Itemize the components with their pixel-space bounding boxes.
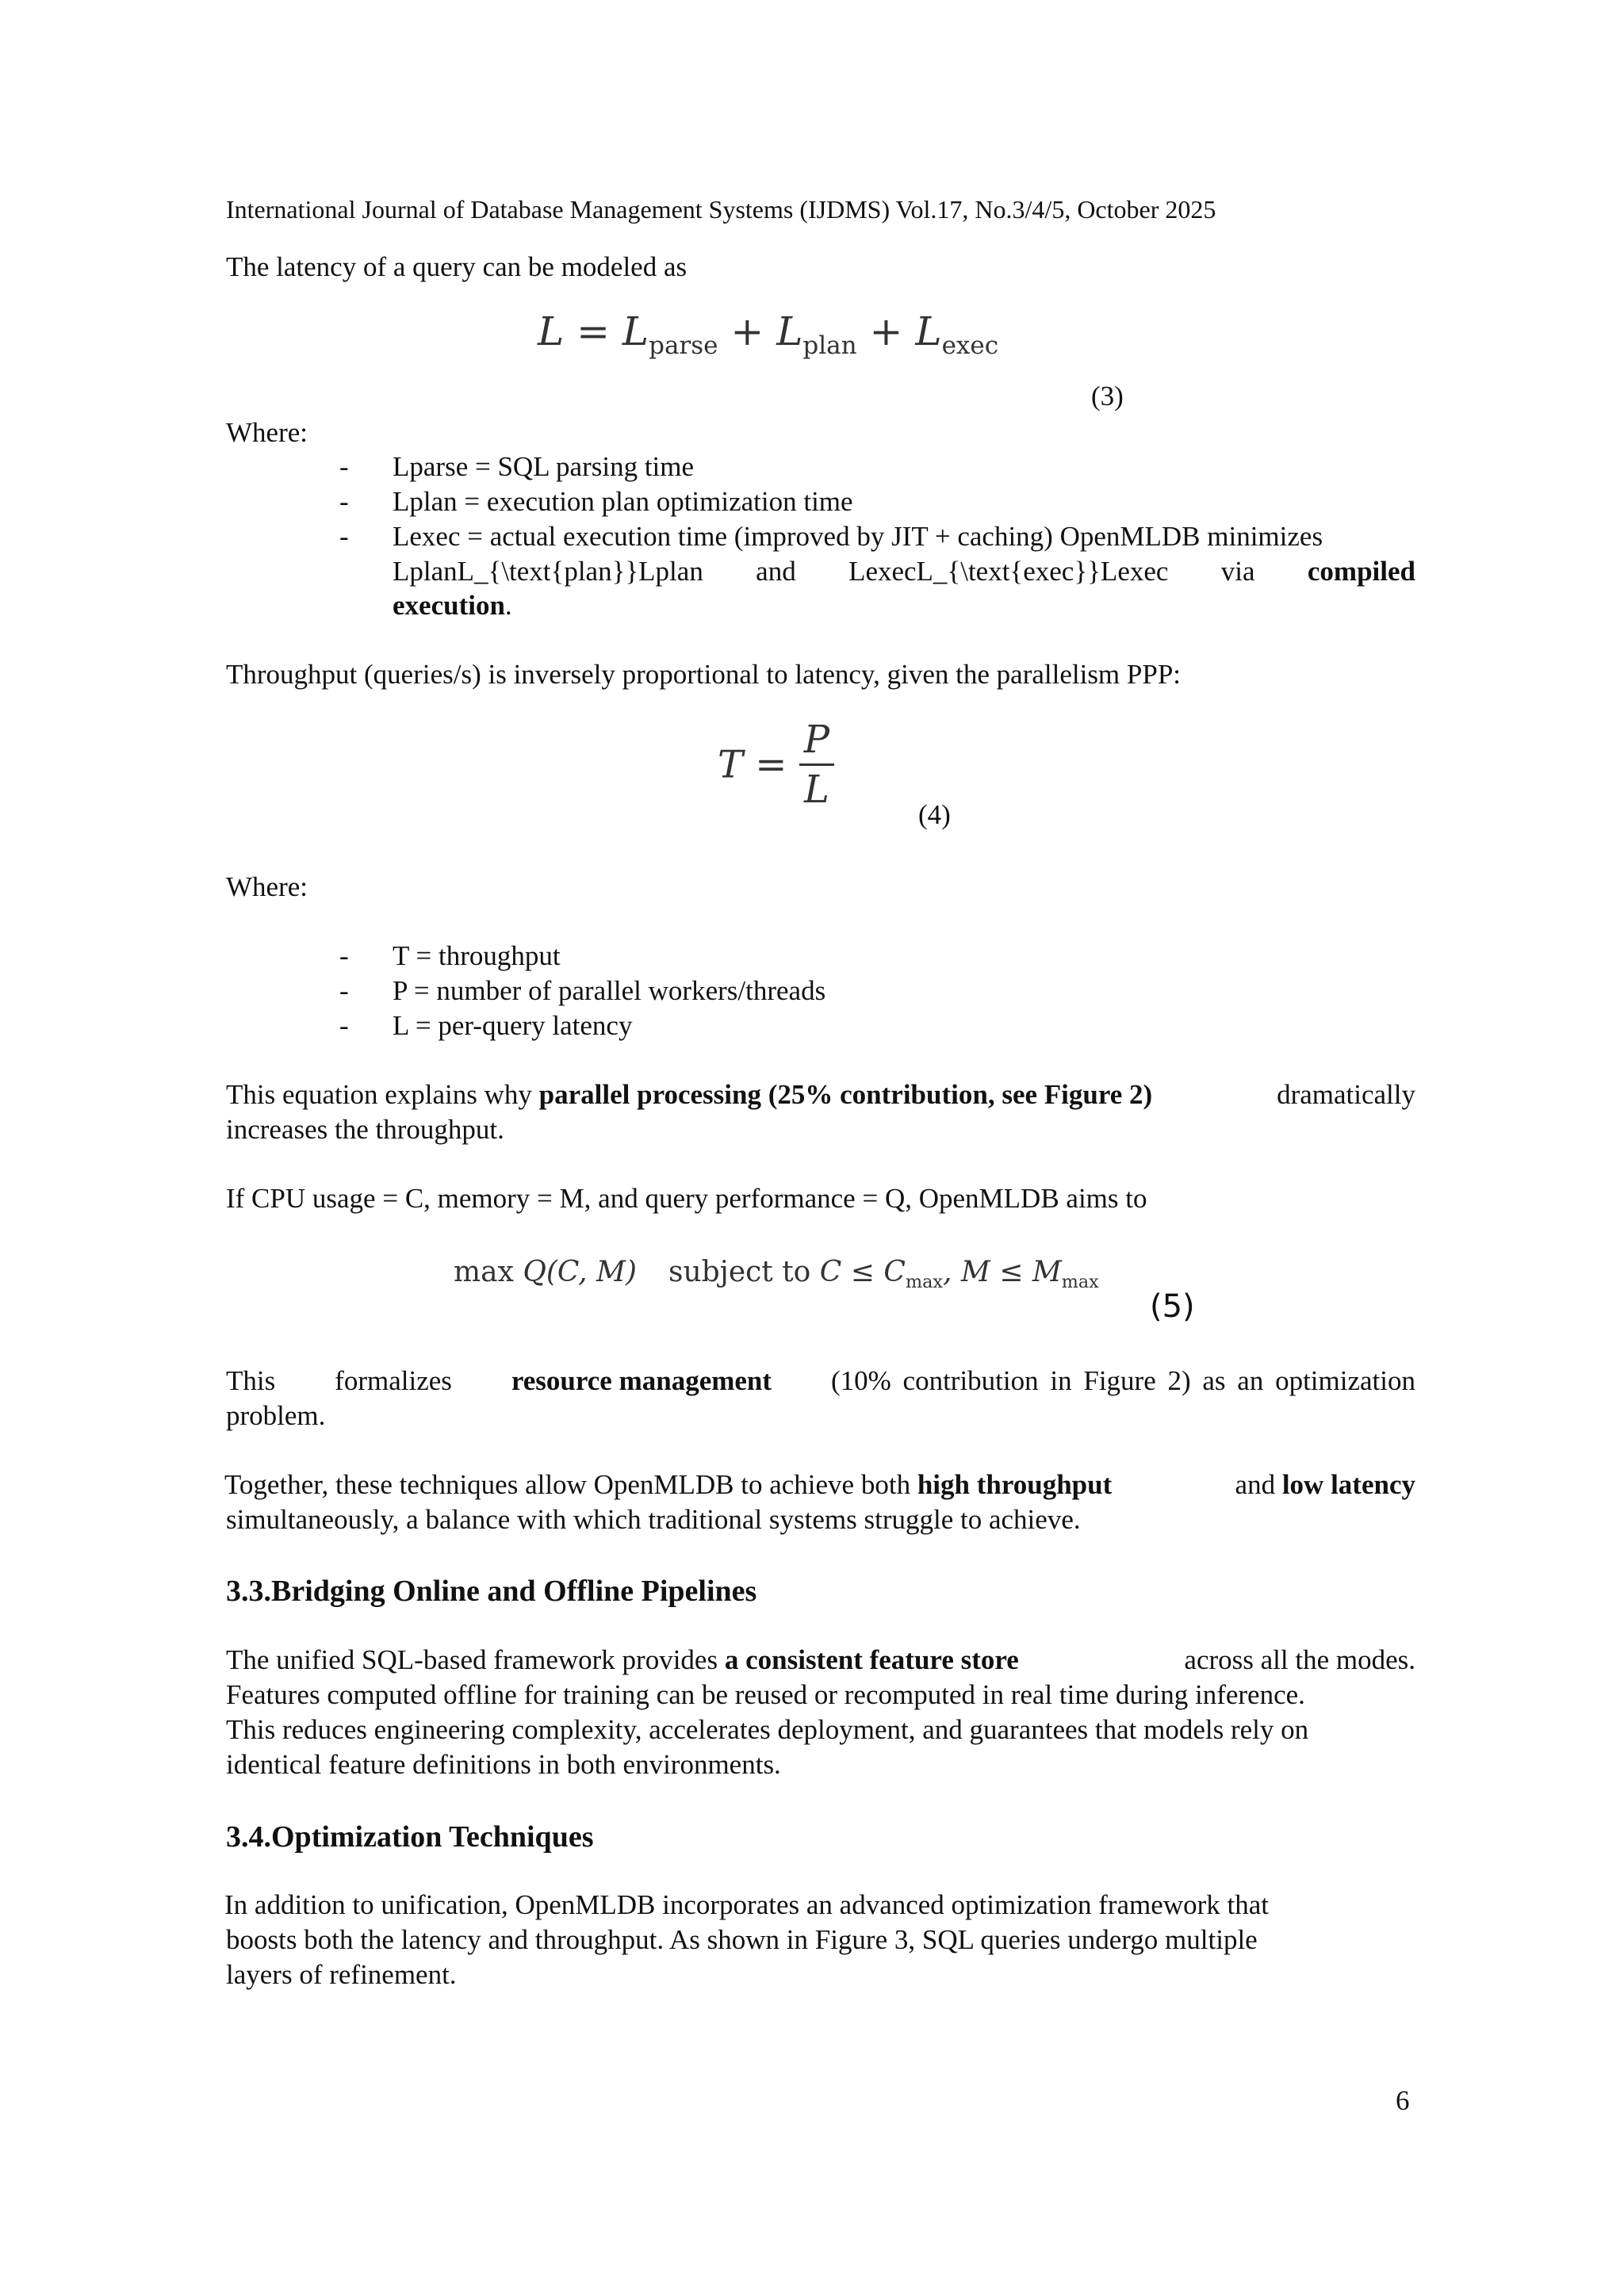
text-fragment: via — [1220, 556, 1255, 587]
list-item-lexec-continued — [393, 554, 1415, 589]
list-item-t: T = throughput — [393, 940, 561, 971]
text-fragment: formalizes — [335, 1365, 452, 1396]
list-item-lparse: Lparse = SQL parsing time — [393, 451, 695, 482]
unified-line1 — [226, 1643, 1415, 1678]
text-fragment: This — [226, 1365, 276, 1396]
list-item-lplan: Lplan = execution plan optimization time — [393, 486, 853, 517]
list-dash: - — [339, 486, 349, 517]
optimization-line3: layers of refinement. — [226, 1959, 457, 1990]
journal-header: International Journal of Database Management Systems (IJDMS) Vol.17, No.3/4/5, October 2025 — [226, 195, 1216, 224]
together-line2: simultaneously, a balance with which traditional systems struggle to achieve. — [226, 1504, 1081, 1535]
throughput-paragraph: Throughput (queries/s) is inversely proportional to latency, given the parallelism PPP: — [226, 659, 1182, 690]
text-fragment: and — [756, 556, 796, 587]
text-fragment: dramatically — [1277, 1079, 1415, 1110]
unified-line4: identical feature definitions in both environments. — [226, 1749, 781, 1780]
unified-line3: This reduces engineering complexity, accelerates deployment, and guarantees that models rely on — [226, 1714, 1309, 1745]
bold-text: resource management — [511, 1365, 772, 1396]
together-line1 — [224, 1468, 1415, 1502]
optimization-line1: In addition to unification, OpenMLDB incorporates an advanced optimization framework that — [224, 1889, 1269, 1920]
latency-intro: The latency of a query can be modeled as — [226, 251, 688, 282]
list-item-l: L = per-query latency — [393, 1010, 633, 1041]
unified-line2: Features computed offline for training can be reused or recomputed in real time during inference. — [226, 1679, 1305, 1710]
equation-explanation-line1 — [226, 1077, 1415, 1112]
list-item-lexec: Lexec = actual execution time (improved by JIT + caching) OpenMLDB minimizes — [393, 521, 1323, 552]
cpu-paragraph: If CPU usage = C, memory = M, and query performance = Q, OpenMLDB aims to — [226, 1183, 1147, 1214]
equation-3: $L = L_{parse} + L_{plan} + L_{exec}$ — [538, 308, 999, 360]
list-dash: - — [339, 521, 349, 552]
list-dash: - — [339, 975, 349, 1006]
optimization-line2: boosts both the latency and throughput. As shown in Figure 3, SQL queries undergo multiple — [226, 1924, 1258, 1955]
text-fragment: across all the modes. — [1184, 1644, 1415, 1675]
bold-text: low latency — [1281, 1469, 1415, 1500]
equation-5-number: (5) — [1150, 1288, 1195, 1325]
bold-text: parallel processing (25% contribution, see Figure 2) — [538, 1079, 1153, 1110]
formalizes-line1 — [226, 1364, 1415, 1399]
section-heading-3-3: 3.3.Bridging Online and Offline Pipelines — [226, 1575, 757, 1608]
text-fragment: . — [504, 590, 512, 621]
section-heading-3-4: 3.4.Optimization Techniques — [226, 1820, 594, 1854]
equation-4: T = $\frac{P}{L}$ — [718, 718, 834, 812]
where-label-2: Where: — [226, 871, 308, 902]
formalizes-line2: problem. — [226, 1400, 326, 1431]
text-fragment: Together, these techniques allow OpenMLDB to achieve both — [224, 1469, 917, 1500]
list-item-lexec-end — [393, 588, 512, 623]
list-dash: - — [339, 940, 349, 971]
equation-3-number: (3) — [1091, 381, 1124, 411]
list-dash: - — [339, 451, 349, 482]
bold-text: compiled — [1307, 556, 1415, 587]
bold-text: execution — [393, 590, 505, 621]
text-fragment: LexecL_{\text{exec}}Lexec — [848, 556, 1169, 587]
where-label-1: Where: — [226, 417, 308, 448]
equation-explanation-line2: increases the throughput. — [226, 1114, 504, 1145]
text-fragment: (10% contribution in Figure 2) as an optimization — [830, 1365, 1415, 1396]
text-fragment: This equation explains why — [226, 1079, 539, 1110]
text-fragment: and — [1235, 1469, 1282, 1500]
text-fragment: LplanL_{\text{plan}}Lplan — [393, 556, 703, 587]
equation-5: max Q(C, M) subject to $C \le C_{max}$, $M \le M_{max}$ — [454, 1256, 1099, 1292]
page-number: 6 — [1396, 2085, 1410, 2116]
text-fragment: The unified SQL-based framework provides — [226, 1644, 725, 1675]
list-dash: - — [339, 1010, 349, 1041]
list-item-p: P = number of parallel workers/threads — [393, 975, 826, 1006]
equation-4-number: (4) — [918, 799, 951, 830]
bold-text: a consistent feature store — [724, 1644, 1019, 1675]
bold-text: high throughput — [917, 1469, 1113, 1500]
